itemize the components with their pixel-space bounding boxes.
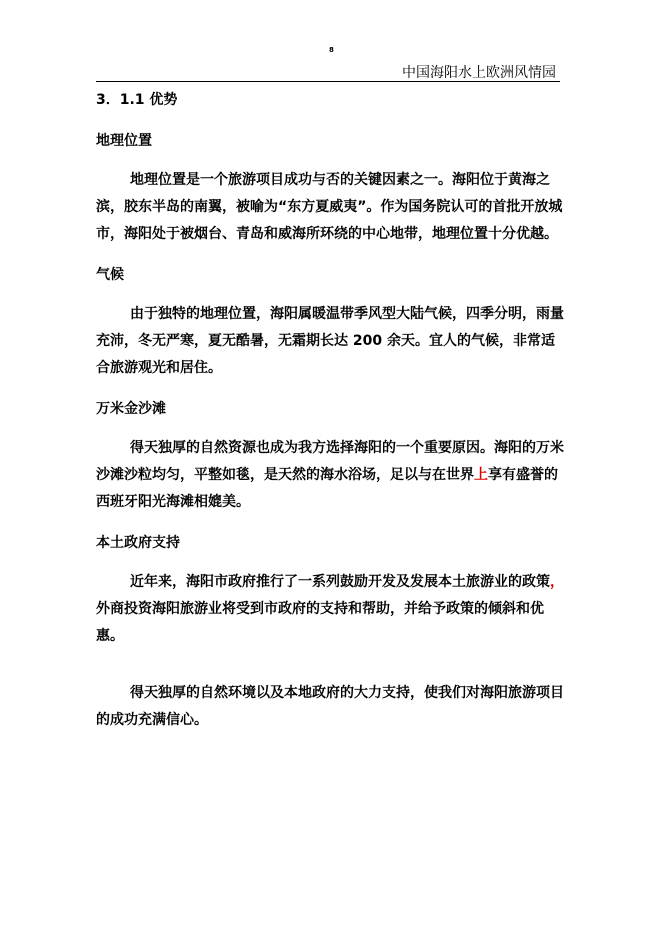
paragraph-beach-red-text: 上 bbox=[474, 467, 488, 483]
paragraph-beach-text-1: 得天独厚的自然资源也成为我方选择海阳的一个重要原因。海阳的万米沙滩沙粒均匀，平整如毯，是天然的海水浴场，足以与在世界 bbox=[96, 440, 564, 483]
paragraph-government-text-2: 外商投资海阳旅游业将受到市政府的支持和帮助，并给予政策的倾斜和优惠。 bbox=[96, 601, 544, 644]
paragraph-beach-text-2: 享有盛誉的西班牙阳光海滩相媲美。 bbox=[96, 467, 558, 510]
section-title: 3．1.1 优势 bbox=[96, 92, 178, 108]
paragraph-government-text-1: 近年来，海阳市政府推行了一系列鼓励开发及发展本土旅游业的政策 bbox=[130, 574, 550, 590]
heading-government: 本土政府支持 bbox=[96, 535, 180, 551]
header-rule bbox=[96, 81, 560, 82]
paragraph-government-red-comma: ， bbox=[550, 574, 564, 590]
header-title: 中国海阳水上欧洲风情园 bbox=[402, 65, 556, 81]
heading-climate: 气候 bbox=[96, 267, 124, 283]
heading-beach: 万米金沙滩 bbox=[96, 401, 166, 417]
paragraph-government bbox=[96, 569, 566, 650]
paragraph-geography: 地理位置是一个旅游项目成功与否的关键因素之一。海阳位于黄海之滨，胶东半岛的南翼，被喻为“东方夏威夷”。作为国务院认可的首批开放城市，海阳处于被烟台、青岛和威海所环绕的中心地带，地理位置十分优越。 bbox=[96, 172, 563, 242]
paragraph-closing: 得天独厚的自然环境以及本地政府的大力支持，使我们对海阳旅游项目的成功充满信心。 bbox=[96, 685, 564, 728]
paragraph-climate: 由于独特的地理位置，海阳属暖温带季风型大陆气候，四季分明，雨量充沛，冬无严寒，夏无酷暑，无霜期长达 200 余天。宜人的气候，非常适合旅游观光和居住。 bbox=[96, 306, 564, 376]
document-body bbox=[96, 90, 566, 734]
heading-geography: 地理位置 bbox=[96, 133, 152, 149]
page-number: 8 bbox=[329, 46, 334, 54]
paragraph-beach bbox=[96, 435, 566, 516]
